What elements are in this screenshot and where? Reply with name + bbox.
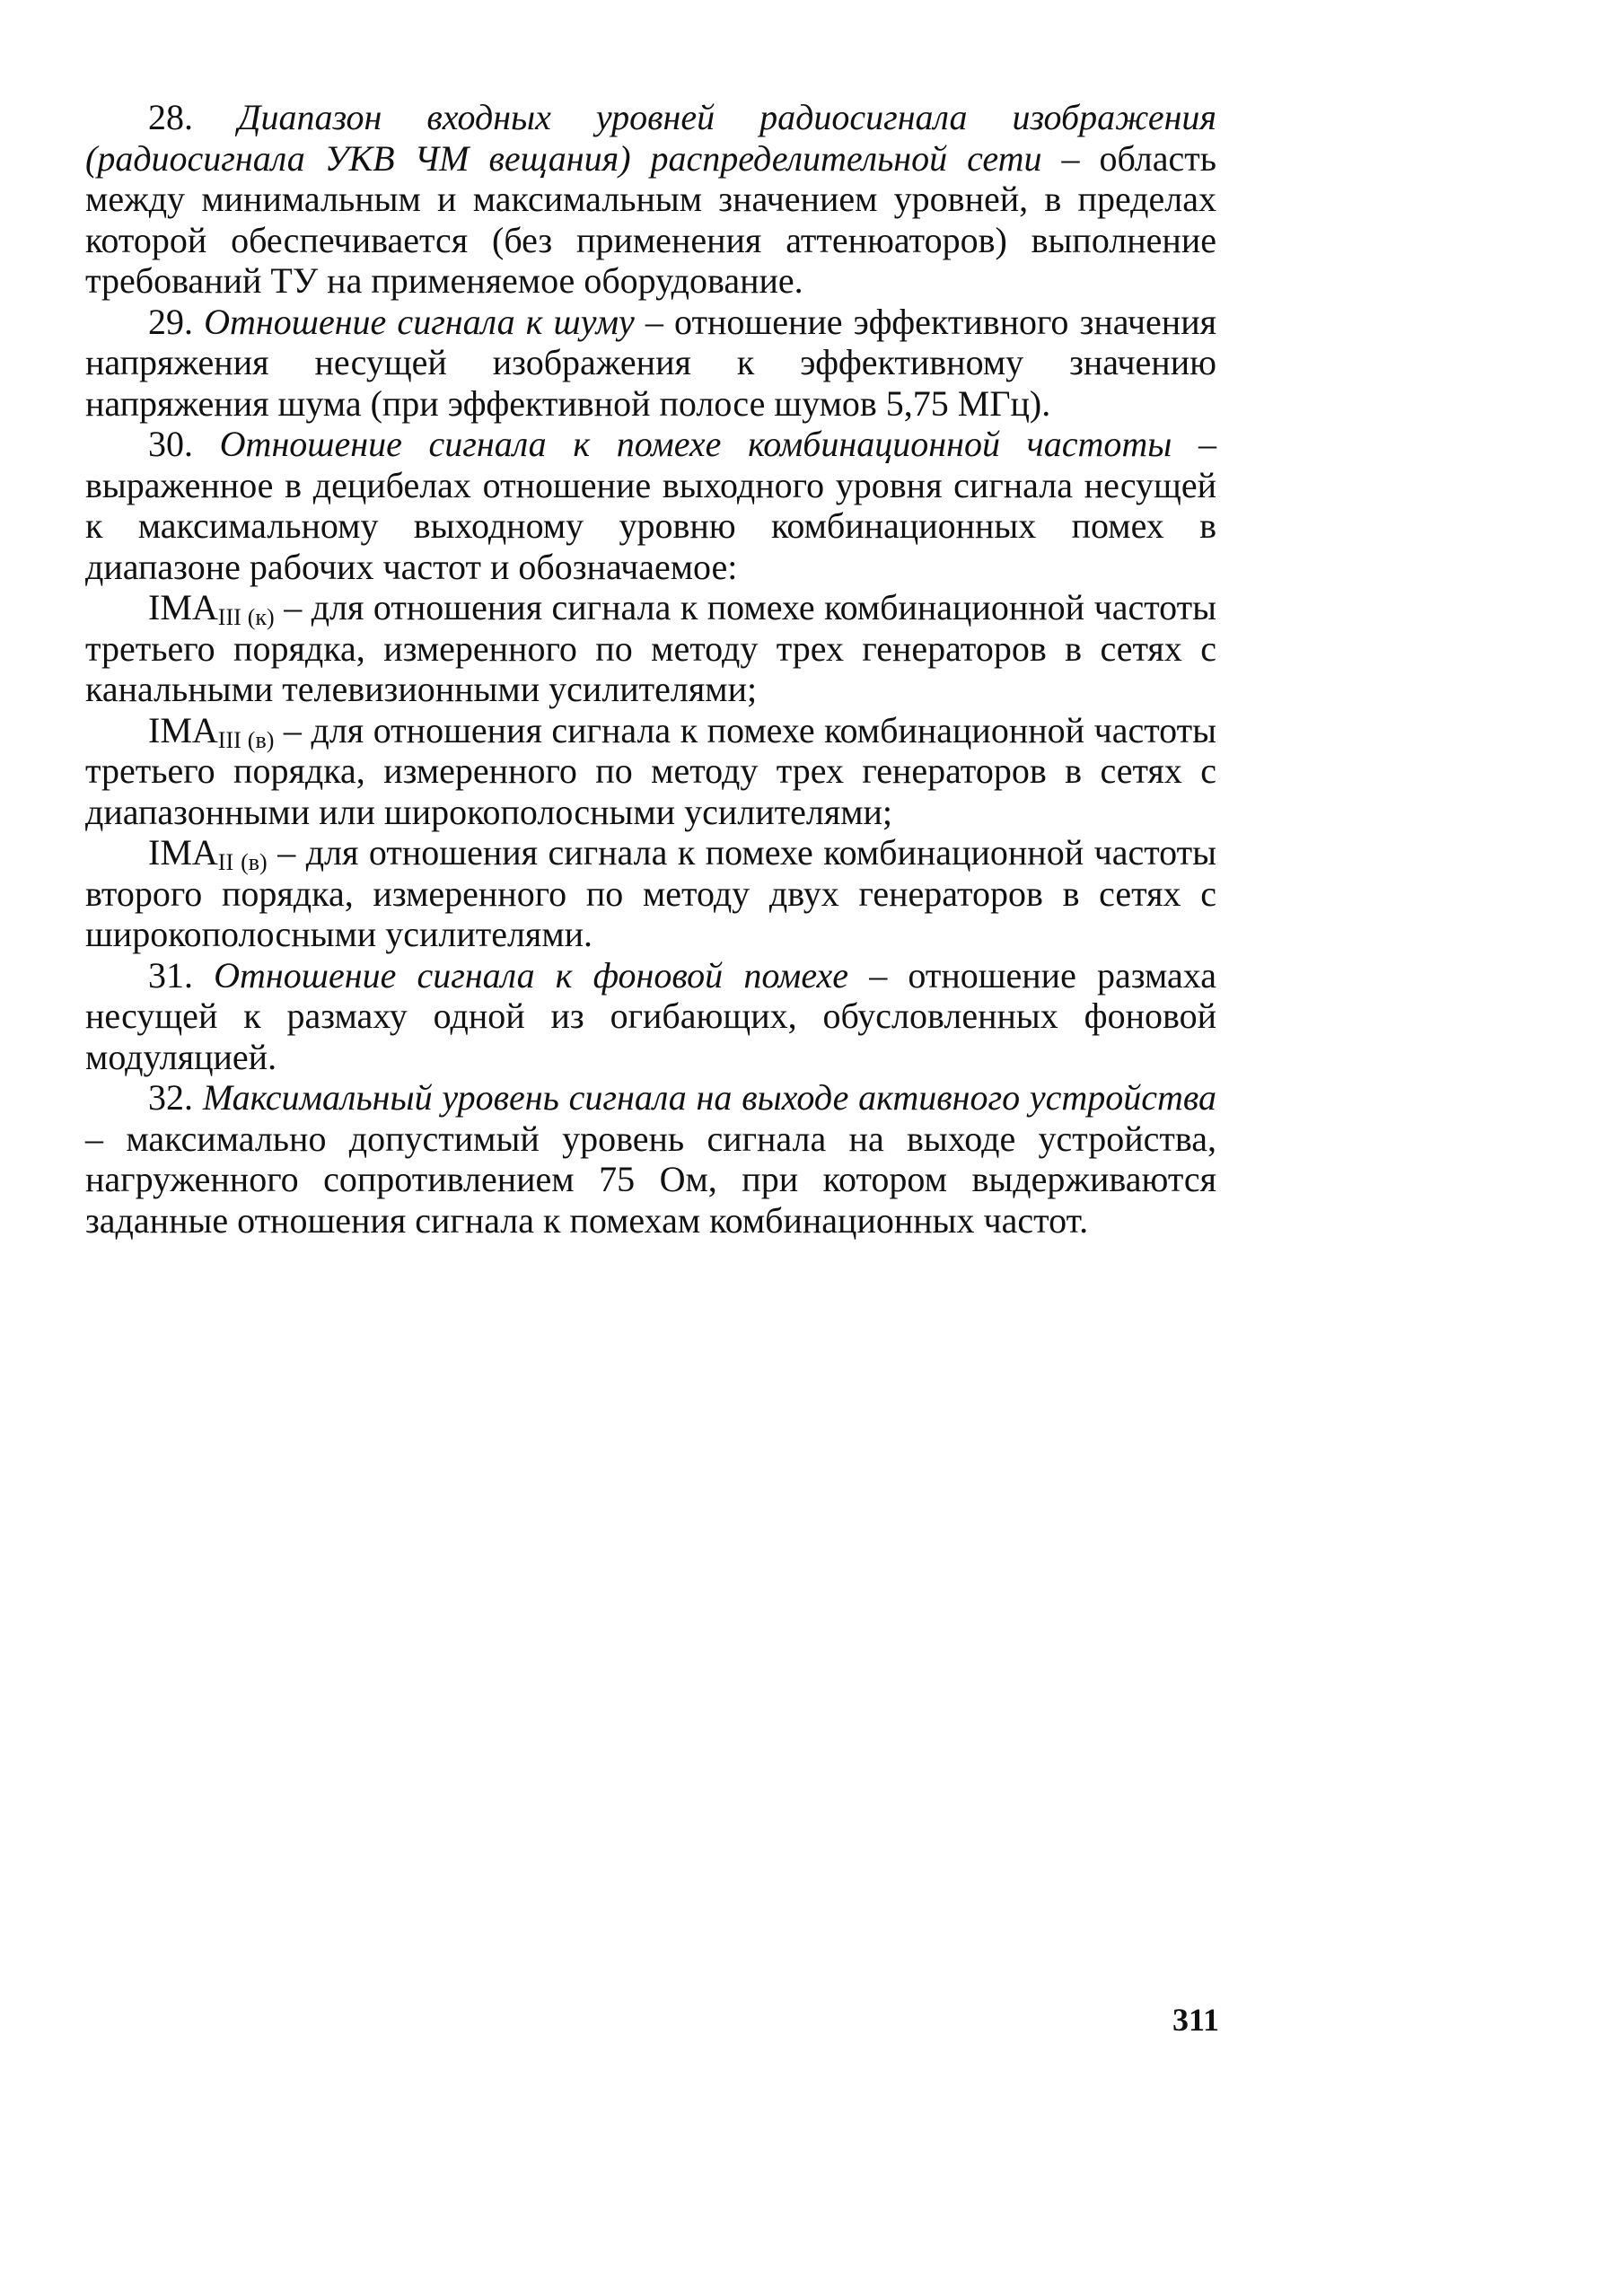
paragraph-number: 28.: [148, 97, 193, 137]
paragraph-number: 30.: [148, 424, 193, 464]
paragraph-number: 32.: [148, 1077, 193, 1118]
paragraph-number: 31.: [148, 954, 193, 996]
symbol-base: IMA: [148, 832, 218, 873]
designation-symbol: [148, 832, 268, 873]
designation-symbol: [148, 587, 275, 630]
paragraph-29: [85, 302, 1216, 425]
page-number: 311: [1172, 2002, 1219, 2038]
term-title: Максимальный уровень сигнала на выходе активного устройства: [202, 1077, 1216, 1118]
term-definition: – область между минимальным и максимальным значением уровней, в пределах которой обеспечивается (без применения аттенюаторов) выполнение требований ТУ на применяемое оборудование.: [85, 137, 1216, 301]
paragraph-number: 29.: [148, 301, 193, 342]
symbol-subscript: III (в): [217, 726, 275, 753]
term-definition: – выраженное в децибелах отношение выходного уровня сигнала несущей к максимальному выходному уровню комбинационных помех в диапазоне рабочих частот и обозначаемое:: [85, 424, 1216, 587]
paragraph-30: [85, 424, 1216, 587]
term-title: Отношение сигнала к шуму: [204, 301, 635, 342]
designation-ima-ii-v: [85, 832, 1216, 955]
paragraph-31: [85, 955, 1216, 1078]
paragraph-32: [85, 1077, 1216, 1241]
symbol-base: IMA: [148, 587, 218, 627]
designation-ima-iii-k: [85, 587, 1216, 710]
term-definition: – отношение размаха несущей к размаху одной из огибающих, обусловленных фоновой модуляцией.: [85, 954, 1217, 1077]
designation-text: – для отношения сигнала к помехе комбинационной частоты второго порядка, измеренного по методу двух генераторов в сетях с широкополосными усилителями.: [85, 832, 1217, 954]
symbol-subscript: II (в): [217, 849, 268, 875]
term-definition: – отношение эффективного значения напряжения несущей изображения к эффективному значению напряжения шума (при эффективной полосе шумов 5,75 МГц).: [85, 301, 1217, 424]
symbol-subscript: III (к): [217, 604, 275, 630]
term-title: Отношение сигнала к помехе комбинационной частоты: [219, 424, 1172, 464]
paragraph-28: [85, 97, 1216, 302]
designation-ima-iii-v: [85, 710, 1216, 833]
term-definition: – максимально допустимый уровень сигнала на выходе устройства, нагруженного сопротивлением 75 Ом, при котором выдерживаются заданные отношения сигнала к помехам комбинационных частот.: [85, 1118, 1216, 1241]
symbol-base: IMA: [148, 709, 218, 750]
designation-text: – для отношения сигнала к помехе комбинационной частоты третьего порядка, измеренного по методу трех генераторов в сетях с диапазонными или широкополосными усилителями;: [85, 709, 1216, 832]
term-title: Отношение сигнала к фоновой помехе: [214, 954, 849, 996]
term-title: Диапазон входных уровней радиосигнала изображения (радиосигнала УКВ ЧМ вещания) распределительной сети: [85, 97, 1217, 179]
text-column: [85, 97, 1216, 1241]
designation-symbol: [148, 709, 275, 753]
designation-text: – для отношения сигнала к помехе комбинационной частоты третьего порядка, измеренного по методу трех генераторов в сетях с канальными телевизионными усилителями;: [85, 587, 1216, 709]
